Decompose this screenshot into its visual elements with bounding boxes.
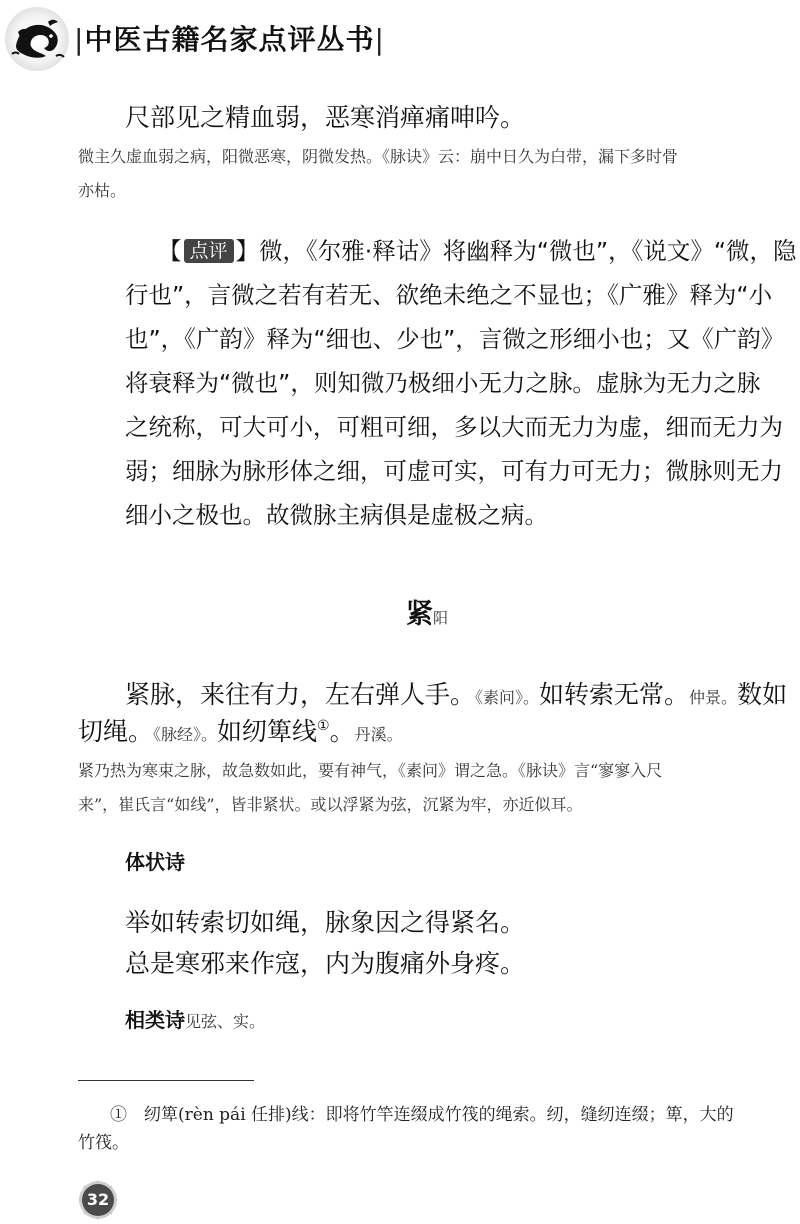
- page-header: [0, 0, 800, 80]
- page-number: 32: [86, 1190, 110, 1209]
- comment-line-5: 之统称，可大可小，可粗可细，多以大而无力为虚，细而无力为: [125, 413, 783, 441]
- verse-line: 尺部见之精血弱，恶寒消瘅痛呻吟。: [125, 103, 526, 132]
- verse-note-line-2: 亦枯。: [78, 181, 127, 200]
- footnote-line-2: 竹筏。: [78, 1133, 129, 1153]
- tight-line-2-source-1: 《脉经》。: [153, 725, 218, 744]
- series-title-text: 中医古籍名家点评丛书: [84, 23, 375, 56]
- comment-line-4: 将衰释为“微也”，则知微乃极细小无力之脉。虚脉为无力之脉: [125, 369, 761, 397]
- tight-note-line-1: 紧乃热为寒束之脉，故急数如此，要有神气，《素问》谓之急。《脉诀》言“寥寥入尺: [78, 761, 663, 780]
- footnote-ref-1[interactable]: ①: [317, 718, 330, 734]
- tight-line-1-c: 数如: [737, 680, 788, 709]
- tight-line-1-a: 紧脉，来往有力，左右弹人手。: [125, 680, 476, 709]
- comment-bracket-close: 】: [235, 237, 260, 265]
- poem-form-line-1: 举如转索切如绳，脉象因之得紧名。: [125, 908, 526, 937]
- comment-line-7: 细小之极也。故微脉主病俱是虚极之病。: [125, 501, 548, 529]
- tight-line-2-b: 如纫箄线: [217, 717, 318, 746]
- similar-poem: [125, 1004, 265, 1033]
- title-bar-right: |: [374, 23, 385, 56]
- verse-note-line-1: 微主久虚血弱之病，阳微恶寒，阴微发热。《脉诀》云：崩中日久为白带，漏下多时骨: [78, 147, 679, 166]
- similar-poem-text: 见弦、实。: [185, 1012, 266, 1031]
- tight-line-1-source-2: 仲景。: [689, 688, 738, 707]
- comment-bracket-open: 【: [158, 237, 182, 265]
- series-title: [74, 18, 385, 58]
- title-bar-left: |: [74, 23, 85, 56]
- tight-line-1: [125, 675, 787, 711]
- tight-line-2: [78, 712, 403, 748]
- page-number-badge: [78, 1180, 118, 1220]
- tight-line-1-source-1: 《素问》。: [475, 688, 540, 707]
- footnote-divider: [78, 1080, 254, 1081]
- section-subtitle: 阳: [433, 609, 449, 627]
- dragon-logo-icon: [4, 6, 70, 72]
- tight-line-2-source-2: 丹溪。: [354, 725, 403, 744]
- comment-line-2: 行也”，言微之若有若无、欲绝未绝之不显也；《广雅》释为“小: [125, 281, 773, 309]
- footnote-line-1: ① 纫箄(rèn pái 任排)线：即将竹竿连缀成竹筏的绳索。纫，缝纫连缀；箄，大的: [110, 1105, 734, 1125]
- poem-form-heading: 体状诗: [125, 850, 185, 874]
- comment-tag-badge: 点评: [184, 239, 234, 263]
- tight-line-2-c: 。: [329, 717, 355, 746]
- tight-line-1-b: 如转索无常。: [539, 680, 690, 709]
- comment-line-6: 弱；细脉为脉形体之细，可虚可实，可有力可无力；微脉则无力: [125, 457, 783, 485]
- section-heading: [406, 592, 448, 631]
- tight-line-2-a: 切绳。: [78, 717, 154, 746]
- section-title: 紧: [406, 599, 433, 630]
- comment-line-1: [158, 232, 797, 266]
- comment-line-3: 也”，《广韵》释为“细也、少也”，言微之形细小也；又《广韵》: [125, 325, 785, 353]
- comment-line-1-text: 微，《尔雅·释诂》将幽释为“微也”，《说文》“微，隐: [259, 237, 797, 265]
- tight-note-line-2: 来”，崔氏言“如线”，皆非紧状。或以浮紧为弦，沉紧为牢，亦近似耳。: [78, 795, 583, 814]
- similar-poem-heading: 相类诗: [125, 1008, 185, 1032]
- poem-form-line-2: 总是寒邪来作寇，内为腹痛外身疼。: [125, 949, 526, 978]
